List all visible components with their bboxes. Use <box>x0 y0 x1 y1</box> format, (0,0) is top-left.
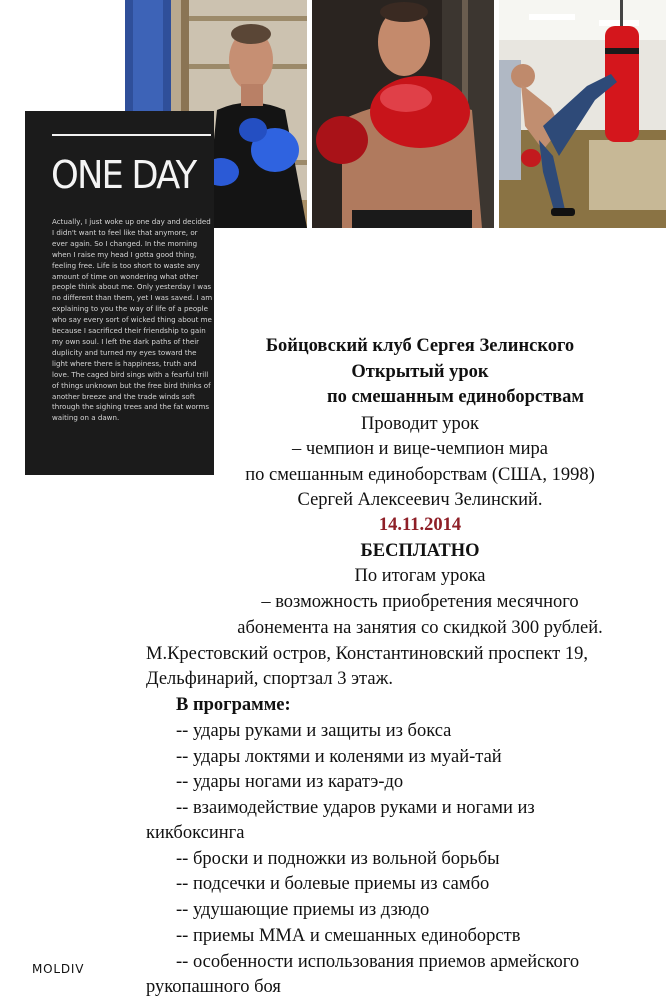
program-item: -- подсечки и болевые приемы из самбо <box>176 874 490 894</box>
panel-body-text: Actually, I just woke up one day and decided I didn't want to feel like that anymore, or ever again. So I changed. In the morning when I raise my head I gotta good thing, feeling free. Life is too short to waste any amount of time on wondering what other people think about me. Only yesterday I was no different than them, yet I was saved. I am explaining to you the way of life of a people who say every sort of wicked thing about me because I sacrificed their friendship to gain my own soul. I left the dark paths of their duplicity and turned my eyes toward the light where there is happiness, truth and love. The caged bird sings with a fearful trill of things unknown but the free bird thinks of another breeze and the trade winds soft through the sighing trees and the fat worms waiting on a dawn. <box>52 217 213 423</box>
club-name: Бойцовский клуб Сергея Зелинского <box>265 336 575 356</box>
open-lesson-title: Открытый урок <box>351 362 489 382</box>
free-label: БЕСПЛАТНО <box>360 541 480 561</box>
program-item: -- взаимодействие ударов руками и ногами из <box>176 798 535 818</box>
conducts-label: Проводит урок <box>361 414 479 434</box>
results-label: По итогам урока <box>354 566 486 586</box>
address-line-1: М.Крестовский остров, Константиновский проспект 19, <box>146 644 588 664</box>
offer-line-1: – возможность приобретения месячного <box>261 592 579 612</box>
program-item: -- удары ногами из каратэ-до <box>176 772 404 792</box>
panel-divider <box>52 134 211 136</box>
program-item-continued: кикбоксинга <box>146 823 245 843</box>
program-item: -- особенности использования приемов армейского <box>176 952 580 972</box>
program-heading: В программе: <box>176 695 291 715</box>
instructor-name: Сергей Алексеевич Зелинский. <box>297 490 543 510</box>
discipline-title: по смешанным единоборствам <box>327 387 584 407</box>
photo-boxer-red-gloves <box>312 0 494 228</box>
moldiv-watermark: MOLDIV <box>32 962 85 976</box>
program-item: -- удары локтями и коленями из муай-тай <box>176 747 502 767</box>
panel-title: ONE DAY <box>51 153 196 197</box>
champion-line-2: по смешанным единоборствам (США, 1998) <box>245 465 595 485</box>
photo-high-kick <box>499 0 666 228</box>
lesson-date: 14.11.2014 <box>378 515 462 535</box>
program-item: -- удушающие приемы из дзюдо <box>176 900 430 920</box>
address-line-2: Дельфинарий, спортзал 3 этаж. <box>146 669 393 689</box>
champion-line: – чемпион и вице-чемпион мира <box>292 439 548 459</box>
program-item: -- удары руками и защиты из бокса <box>176 721 452 741</box>
program-item: -- броски и подножки из вольной борьбы <box>176 849 500 869</box>
program-item-continued: рукопашного боя <box>146 977 281 997</box>
program-item: -- приемы ММА и смешанных единоборств <box>176 926 521 946</box>
offer-line-2: абонемента на занятия со скидкой 300 рублей. <box>237 618 603 638</box>
